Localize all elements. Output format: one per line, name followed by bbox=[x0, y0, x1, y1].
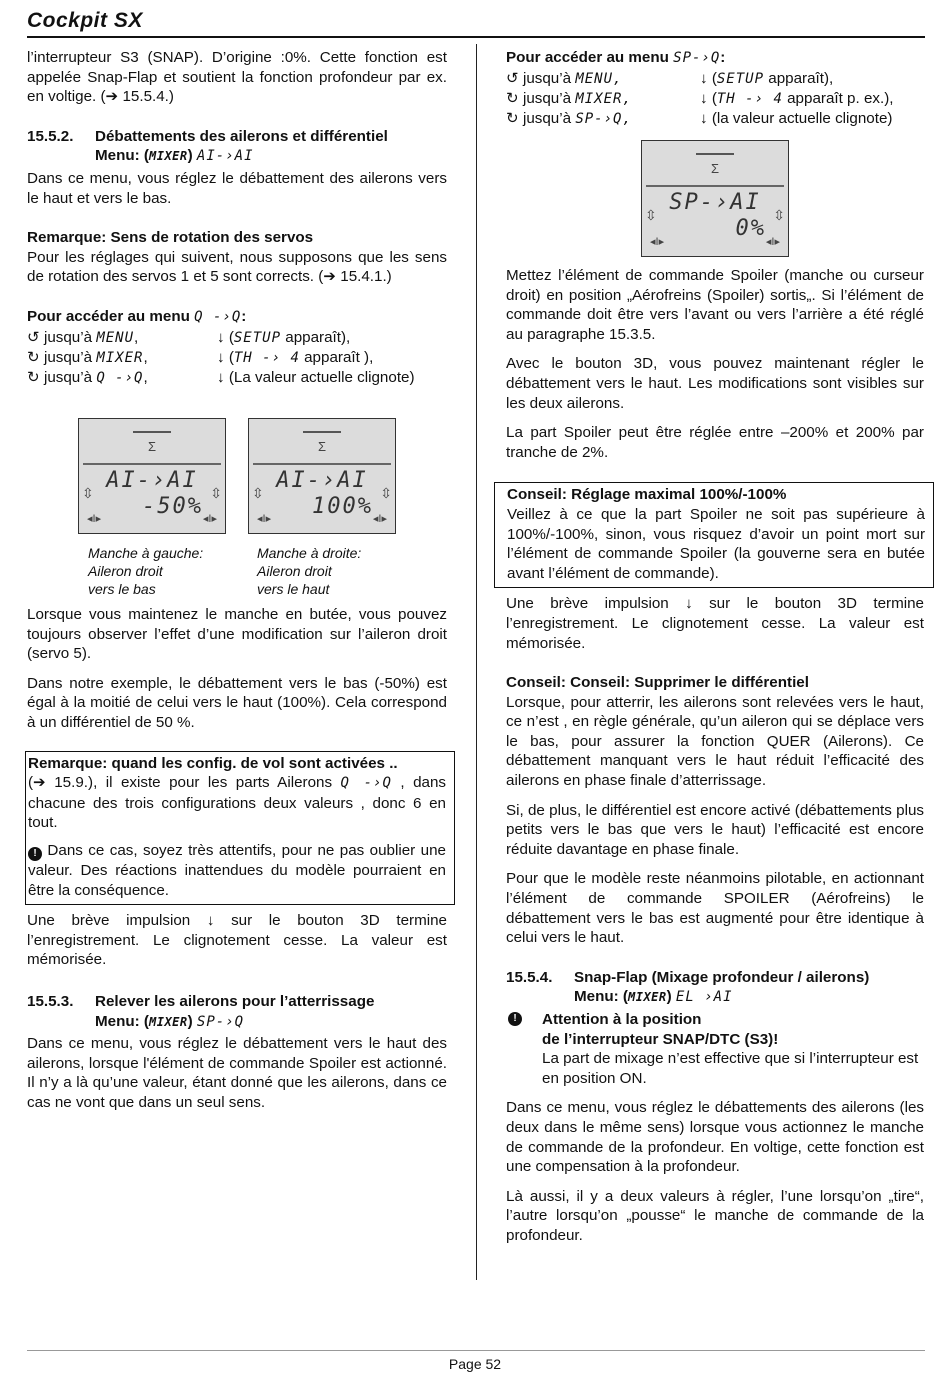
step-after: apparaît), bbox=[764, 69, 834, 87]
display-line1: AI-›AI bbox=[106, 468, 198, 493]
step-action bbox=[700, 69, 833, 90]
step-lcd2: SETUP bbox=[716, 70, 765, 87]
step-dir: ↺ jusqu’à bbox=[27, 328, 93, 346]
step-arrow: ↓ ( bbox=[700, 69, 717, 87]
access-label: Pour accéder au menu bbox=[506, 49, 669, 66]
step-row: ↺ jusqu’à MENU, bbox=[27, 328, 139, 346]
display-divider bbox=[646, 185, 784, 187]
step-lcd: Q -›Q bbox=[96, 369, 144, 386]
step-dir: ↺ jusqu’à bbox=[506, 69, 572, 87]
section-number: 15.5.2. bbox=[27, 127, 74, 145]
tip-heading: Conseil: Conseil: Supprimer le différentiel bbox=[506, 674, 809, 692]
trim-bottom-left-icon: ◂I▸ bbox=[650, 236, 665, 249]
step-row bbox=[506, 69, 622, 90]
step-lcd: MIXER, bbox=[575, 90, 632, 107]
access-lcd: Q -›Q bbox=[194, 308, 242, 325]
paragraph: Dans ce menu, vous réglez le débattement vers le haut des ailerons, lorsque l'élément de commande Spoiler est actionné. Il n’y a là qu’une valeur, étant donné que les ailerons, dans ce cas ne vont que dans un seul sens. bbox=[27, 1035, 447, 1111]
menu-lcd-mixer: MIXER bbox=[149, 149, 188, 164]
section-title: Débattements des ailerons et différentiel bbox=[95, 127, 388, 145]
step-arrow: ↓ (la valeur actuelle clignote) bbox=[700, 109, 893, 127]
attention-block bbox=[506, 1010, 924, 1088]
trim-bottom-left-icon: ◂I▸ bbox=[257, 513, 272, 526]
section-title: Snap-Flap (Mixage profondeur / ailerons) bbox=[574, 968, 870, 986]
attention-title: Attention à la position bbox=[542, 1011, 702, 1028]
display-line2: -50% bbox=[142, 494, 203, 519]
menu-label: Menu: ( bbox=[95, 1012, 149, 1030]
display-line1: SP-›AI bbox=[669, 190, 761, 215]
step-row bbox=[506, 109, 632, 130]
trim-left-icon: ⇳ bbox=[645, 207, 657, 223]
menu-lcd-item: EL ›AI bbox=[675, 989, 733, 1006]
trim-bottom-right-icon: ◂I▸ bbox=[765, 236, 780, 249]
paragraph: La part Spoiler peut être réglée entre –200% et 200% par tranche de 2%. bbox=[506, 424, 924, 461]
sigma-icon: Σ bbox=[317, 439, 327, 454]
access-heading: Pour accéder au menu SP-›Q: bbox=[506, 49, 726, 66]
paragraph: Pour que le modèle reste néanmoins pilotable, en actionnant l’élément de commande SPOILER (Aérofreins) le débattement vers le bas est augmenté pour être identique à celui vers le haut. bbox=[506, 870, 924, 947]
caption-right bbox=[257, 544, 361, 598]
section-menu-path bbox=[27, 1012, 447, 1033]
display-line2: 0% bbox=[735, 216, 766, 241]
display-bar bbox=[133, 431, 171, 433]
step-action bbox=[217, 328, 350, 349]
paragraph: Avec le bouton 3D, vous pouvez maintenant régler le débattement vers le haut. Les modifications sont visibles sur les deux ailerons. bbox=[506, 355, 924, 412]
step-dir: ↻ jusqu’à bbox=[27, 368, 93, 386]
paragraph: Lorsque, pour atterrir, les ailerons sont relevées vers le haut, ce n’est , en règle générale, qu’un aileron qui se déplace vers le bas, pour assurer la fonction QUER (Ailerons). Ce débattement manquant vers le haut réduit l’efficacité des ailerons en phase finale d’atterrissage. bbox=[506, 693, 924, 790]
remark-box-warning bbox=[28, 841, 446, 900]
remark-box-text bbox=[28, 773, 446, 833]
step-after: apparaît p. ex.), bbox=[782, 89, 894, 107]
access-label: Pour accéder au menu bbox=[27, 307, 190, 325]
step-lcd: MENU, bbox=[575, 70, 623, 87]
paragraph: Une brève impulsion ↓ sur le bouton 3D termine l’enregistrement. Le clignotement cesse. La valeur est mémorisée. bbox=[27, 912, 447, 969]
left-column-lower bbox=[27, 605, 447, 1122]
trim-bottom-right-icon: ◂I▸ bbox=[372, 513, 387, 526]
menu-lcd-mixer: MIXER bbox=[149, 1014, 188, 1029]
step-arrow: ↓ ( bbox=[217, 328, 234, 346]
trim-left-icon: ⇳ bbox=[252, 485, 264, 501]
remark-box-lcd: Q -›Q bbox=[340, 775, 392, 792]
step-lcd: MIXER bbox=[96, 349, 144, 366]
step-lcd2: SETUP bbox=[233, 329, 282, 346]
paragraph: Dans ce menu, vous réglez le débattements des ailerons (les deux dans le même sens) lorsque vous actionnez le manche de commande de la profondeur. En voltige, cette fonction est une compensation à la profondeur. bbox=[506, 1099, 924, 1176]
section-15-5-4-heading bbox=[506, 968, 924, 988]
trim-right-icon: ⇳ bbox=[210, 485, 222, 501]
step-row bbox=[506, 89, 632, 110]
display-line2: 100% bbox=[312, 494, 373, 519]
tip-box bbox=[494, 482, 934, 588]
access-steps bbox=[27, 328, 447, 388]
caption-line: vers le bas bbox=[88, 581, 156, 597]
paragraph: Si, de plus, le différentiel est encore activé (débattements plus petits vers le bas que vers le haut) l’efficacité est encore réduite davantage en phase finale. bbox=[506, 801, 924, 858]
step-dir: ↻ jusqu’à bbox=[506, 89, 572, 107]
menu-close: ) bbox=[187, 147, 193, 165]
section-15-5-3-heading bbox=[27, 992, 447, 1012]
footer-divider bbox=[27, 1350, 925, 1351]
menu-close: ) bbox=[187, 1012, 193, 1030]
right-column bbox=[506, 48, 924, 141]
paragraph: Là aussi, il y a deux valeurs à régler, l’une lorsqu’on „tire“, l’autre lorsqu’on „pousse“ le manche de commande de la profondeur. bbox=[506, 1187, 924, 1244]
remark-box-text-a: (➔ 15.9.), il existe pour les parts Ailerons bbox=[28, 774, 333, 792]
section-title: Relever les ailerons pour l’atterrissage bbox=[95, 992, 375, 1010]
column-divider bbox=[476, 44, 477, 1280]
trim-left-icon: ⇳ bbox=[82, 485, 94, 501]
display-bar bbox=[696, 153, 734, 155]
section-menu-path bbox=[506, 987, 924, 1008]
remark-paragraph: Pour les réglages qui suivent, nous supposons que les sens de rotation des servos 1 et 5 sont corrects. (➔ 15.4.1.) bbox=[27, 248, 447, 286]
intro-paragraph: l’interrupteur S3 (SNAP). D’origine :0%. Cette fonction est appelée Snap-Flap et soutient la fonction profondeur par ex. en voltige. (➔ 15.5.4.) bbox=[27, 49, 447, 106]
menu-lcd-item: AI-›AI bbox=[196, 148, 254, 165]
left-column bbox=[27, 48, 447, 400]
paragraph: Mettez l’élément de commande Spoiler (manche ou curseur droit) en position „Aérofreins (Spoiler) sortis„. Si l’élément de commande doit être vers l’avant ou vers l’arrière a été réglé au paragraphe 15.3.5. bbox=[506, 267, 924, 343]
step-arrow: ↓ ( bbox=[217, 348, 234, 366]
warning-icon: ! bbox=[508, 1012, 522, 1026]
step-after: apparaît), bbox=[281, 328, 351, 346]
menu-lcd-mixer: MIXER bbox=[628, 990, 667, 1005]
menu-label: Menu: ( bbox=[95, 147, 149, 165]
step-lcd2: TH -› 4 bbox=[233, 349, 300, 366]
section-menu-path bbox=[27, 146, 447, 167]
access-steps bbox=[506, 69, 924, 129]
step-action bbox=[217, 368, 415, 388]
display-divider bbox=[83, 463, 221, 465]
lcd-display-spoiler bbox=[641, 140, 789, 257]
caption-line: Aileron droit bbox=[88, 563, 163, 579]
remark-box-warning-text: Dans ce cas, soyez très attentifs, pour ne pas oublier une valeur. Des réactions inattendues du modèle pourraient en être la conséquence. bbox=[28, 841, 446, 899]
caption-left bbox=[88, 544, 203, 598]
step-dir: ↻ jusqu’à bbox=[27, 348, 93, 366]
lcd-display-right bbox=[248, 418, 396, 534]
page-number: Page 52 bbox=[448, 1356, 502, 1372]
access-lcd: SP-›Q bbox=[673, 50, 721, 66]
caption-line: vers le haut bbox=[257, 581, 330, 597]
menu-label: Menu: ( bbox=[574, 988, 628, 1006]
right-column-lower bbox=[506, 266, 924, 1256]
step-lcd2: TH -› 4 bbox=[716, 90, 783, 107]
display-divider bbox=[253, 463, 391, 465]
step-action bbox=[700, 89, 893, 110]
section-15-5-2-heading bbox=[27, 127, 447, 147]
warning-icon: ! bbox=[28, 847, 42, 861]
display-line1: AI-›AI bbox=[276, 468, 368, 493]
display-bar bbox=[303, 431, 341, 433]
sigma-icon: Σ bbox=[147, 439, 157, 454]
paragraph: Dans notre exemple, le débattement vers le bas (-50%) est égal à la moitié de celui vers le haut (100%). Cela correspond à un différentiel de 50 %. bbox=[27, 674, 447, 731]
remark-heading: Remarque: Sens de rotation des servos bbox=[27, 229, 314, 247]
trim-bottom-left-icon: ◂I▸ bbox=[87, 513, 102, 526]
step-arrow: ↓ (La valeur actuelle clignote) bbox=[217, 368, 415, 386]
paragraph: Lorsque vous maintenez le manche en butée, vous pouvez toujours observer l’effet d’une modification sur l’aileron droit (servo 5). bbox=[27, 606, 447, 663]
remark-box-title: Remarque: quand les config. de vol sont activées .. bbox=[28, 754, 398, 772]
step-row: ↻ jusqu’à MIXER, bbox=[27, 348, 148, 366]
tip-box-text: Veillez à ce que la part Spoiler ne soit pas supérieure à 100%/-100%, sinon, vous risquez d’avoir un point mort sur l’élément de commande Spoiler (la gouverne sera en butée avant l’élément de commande). bbox=[507, 505, 925, 582]
menu-lcd-item: SP-›Q bbox=[196, 1013, 245, 1030]
trim-right-icon: ⇳ bbox=[773, 207, 785, 223]
doc-title: Cockpit SX bbox=[27, 9, 143, 32]
step-arrow: ↓ ( bbox=[700, 89, 717, 107]
sigma-icon: Σ bbox=[710, 161, 720, 176]
access-heading: Pour accéder au menu Q -›Q: bbox=[27, 307, 247, 325]
attention-text: La part de mixage n’est effective que si l’interrupteur est en position ON. bbox=[542, 1050, 919, 1087]
caption-line: Aileron droit bbox=[257, 563, 332, 579]
remark-box bbox=[25, 751, 455, 906]
trim-right-icon: ⇳ bbox=[380, 485, 392, 501]
trim-bottom-right-icon: ◂I▸ bbox=[202, 513, 217, 526]
step-lcd: MENU bbox=[96, 329, 135, 346]
section-number: 15.5.3. bbox=[27, 992, 74, 1010]
paragraph: Dans ce menu, vous réglez le débattement des ailerons vers le haut et vers le bas. bbox=[27, 169, 447, 207]
step-action bbox=[217, 348, 373, 369]
remark-box-text-b: , dans chacune des trois configurations deux valeurs , donc 6 en tout. bbox=[28, 774, 446, 832]
step-row: ↻ jusqu’à Q -›Q, bbox=[27, 368, 148, 386]
caption-line: Manche à gauche: bbox=[88, 545, 204, 561]
tip-box-title: Conseil: Réglage maximal 100%/-100% bbox=[507, 486, 787, 504]
page-header bbox=[27, 6, 925, 38]
step-after: apparaît ), bbox=[299, 348, 374, 366]
menu-close: ) bbox=[666, 988, 672, 1006]
step-dir: ↻ jusqu’à bbox=[506, 109, 572, 127]
attention-title: de l’interrupteur SNAP/DTC (S3)! bbox=[542, 1030, 779, 1048]
caption-line: Manche à droite: bbox=[257, 545, 362, 561]
paragraph: Une brève impulsion ↓ sur le bouton 3D termine l’enregistrement. Le clignotement cesse. La valeur est mémorisée. bbox=[506, 595, 924, 652]
step-lcd: SP-›Q, bbox=[575, 110, 632, 127]
step-action bbox=[700, 109, 892, 129]
section-number: 15.5.4. bbox=[506, 968, 553, 986]
lcd-display-left bbox=[78, 418, 226, 534]
